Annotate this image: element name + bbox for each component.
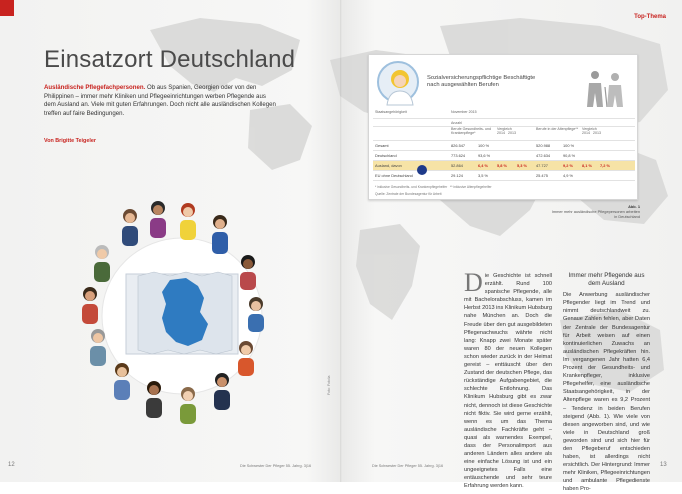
left-page-number: 12 (8, 462, 15, 468)
germany-map-icon (126, 272, 238, 354)
left-footer-journal: Die Schwester Der Pfleger 55. Jahrg. 3|16 (240, 464, 312, 468)
right-page-number: 13 (660, 462, 667, 468)
table-unit-row: Anzahl (373, 119, 635, 127)
page-gutter (340, 0, 342, 482)
right-footer-journal: Die Schwester Der Pfleger 55. Jahrg. 3|16 (372, 464, 444, 468)
section-tag: Top-Thema (634, 14, 666, 20)
table-row: EU ohne Deutschland 29.124 3,5 % 25.475 4,9 % (373, 171, 635, 181)
table-row: Gesamt 826.547 100 % 520.988 100 % (373, 141, 635, 151)
figure-title: Sozialversicherungspflichtige Beschäftigte nach ausgewählten Berufen (427, 75, 536, 89)
elderly-people-icon (579, 69, 629, 109)
section-color-marker (0, 0, 14, 16)
article-lead (44, 84, 276, 118)
table-header-row: Staatsangehörigkeit November 2015 (373, 105, 635, 119)
people-circle-illustration (66, 198, 298, 430)
article-column-1: Die Geschichte ist schnell erzählt. Rund 100 spanische Pflegende, alle mit Bachelorabschluss, kamen im Herbst 2013 ins Klinikum Hubsburg nahe München an. Doch die Freude über den gut ausgebildeten Pflegenachwuchs währte nicht lang: Knapp zwei Monate später waren 80 der neuen Kollegen schon wieder zurück in der Heimat gereist – enttäuscht über den Zustand der deutschen Pflege, das rückständige Aufgabengebiet, die schlechte Entlohnung. Das Klinikum Hubsburg gibt es zwar nicht, dennoch ist diese Geschichte nicht fiktiv. Sie wird gerne erzählt, wenn es um das Thema ausländische Fachkräfte geht – quasi als warnendes Exempel, dass der Personalimport aus anderen Ländern alles andere als eine einfache Lösung ist und ein ungeeignetes Falls eine entäuschende und sehr teure Erfahrung werden kann. (464, 268, 552, 490)
article-author: Von Brigitte Teigeler (44, 138, 96, 144)
drop-cap: D (464, 268, 483, 297)
statistics-table (373, 105, 635, 181)
lead-kicker: Ausländische Pflegefachpersonen. (44, 84, 146, 91)
column-subheading: Immer mehr Pflegende aus dem Ausland (568, 272, 645, 287)
lead-text: Ob aus Spanien, Georgien oder von den Philippinen – immer mehr Kliniken und Pflegeeinrichtungen werben Pflegende aus dem Ausland an. Viele mit guten Erfahrungen. Doch nicht alle ausländischen Kollegen treffen auf faire Bedingungen. (44, 84, 276, 117)
table-group-header-row: Berufe Gesundheits- und Krankenpflege* Vergleich 2014 2013 Berufe in der Altenpflege** Vergleich 2014 2013 (373, 127, 635, 141)
table-row-highlighted: Ausland, davon 52.864 6,4 % 5,8 % 5,3 % 47.727 9,2 % 8,1 % 7,2 % (373, 161, 635, 171)
table-footnotes: * inklusive Gesundheits- und Krankenpflegehelfer ** inklusive Altenpflegehelfer (375, 185, 492, 189)
figure-caption: Abb. 1 Immer mehr ausländische Pflegepersonen arbeiten in Deutschland (551, 204, 640, 219)
article-column-2: Immer mehr Pflegende aus dem Ausland Die Anwerbung ausländischer Pflegender liegt im Trend und nimmt deutschlandweit zu. Genaue Zahlen fehlen, aber Daten der Zentrale der Bundesagentur für Arbeit weisen auf einen kontinuierlichen Zuwachs an ausländischen Pflegekräften hin. Im vergangenen Jahr hatten 6,4 Prozent der Gesundheits- und Krankenpfleger, inklusive Pflegehelfer, eine ausländische Staatsangehörigkeit, in der Altenpflege waren es 9,2 Prozent – Tendenz in beiden Berufen steigend (Abb. 1). Wie viele von diesen angeworben sind, und wie viele in Deutschland groß geworden sind und sich hier für den Pflegeberuf entschieden haben, ist allerdings nicht ersichtlich. Der Hintergrund: Immer mehr Kliniken, Pflegeeinrichtungen und ambulante Pflegedienste haben Pro- (563, 272, 650, 493)
table-source: Quelle: Zentrale der Bundesagentur für Arbeit (375, 192, 442, 196)
statistics-figure (368, 54, 638, 200)
table-row: Deutschland 773.624 93,6 % 472.634 90,8 % (373, 151, 635, 161)
article-title: Einsatzort Deutschland (44, 46, 296, 73)
eu-flag-icon (417, 165, 427, 175)
nurse-avatar-icon (377, 61, 419, 103)
photo-credit: Foto: Fotolia (327, 375, 331, 395)
